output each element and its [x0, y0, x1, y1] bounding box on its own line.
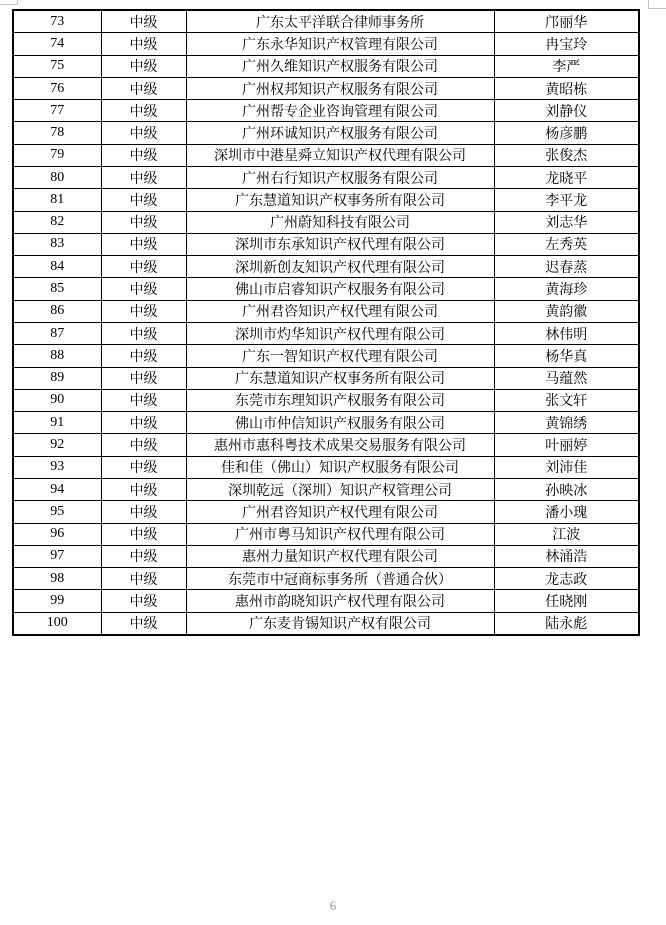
company-cell: 广东永华知识产权管理有限公司: [186, 33, 494, 55]
level-cell: 中级: [101, 568, 186, 590]
table-row: [13, 233, 639, 255]
table-row: [13, 612, 639, 635]
person-name-cell: 黄韵徽: [494, 300, 639, 322]
person-name-cell: 叶丽婷: [494, 434, 639, 456]
row-number-cell: 91: [13, 412, 101, 434]
table-row: [13, 10, 639, 33]
table-row: [13, 568, 639, 590]
records-table: [12, 9, 640, 636]
table-row: [13, 211, 639, 233]
table-row: [13, 77, 639, 99]
level-cell: 中级: [101, 278, 186, 300]
company-cell: 广州君咨知识产权代理有限公司: [186, 501, 494, 523]
row-number-cell: 85: [13, 278, 101, 300]
table-row: [13, 278, 639, 300]
level-cell: 中级: [101, 590, 186, 612]
company-cell: 广东一智知识产权代理有限公司: [186, 345, 494, 367]
person-name-cell: 刘志华: [494, 211, 639, 233]
person-name-cell: 张文轩: [494, 389, 639, 411]
table-row: [13, 256, 639, 278]
person-name-cell: 迟春蒸: [494, 256, 639, 278]
person-name-cell: 杨华真: [494, 345, 639, 367]
table-row: [13, 501, 639, 523]
person-name-cell: 潘小瑰: [494, 501, 639, 523]
company-cell: 广东麦肯锡知识产权有限公司: [186, 612, 494, 635]
company-cell: 广州右行知识产权服务有限公司: [186, 167, 494, 189]
level-cell: 中级: [101, 233, 186, 255]
row-number-cell: 100: [13, 612, 101, 635]
company-cell: 深圳新创友知识产权代理有限公司: [186, 256, 494, 278]
level-cell: 中级: [101, 412, 186, 434]
company-cell: 广东太平洋联合律师事务所: [186, 10, 494, 33]
person-name-cell: 黄锦绣: [494, 412, 639, 434]
table-row: [13, 144, 639, 166]
level-cell: 中级: [101, 77, 186, 99]
person-name-cell: 刘静仪: [494, 100, 639, 122]
person-name-cell: 任晓刚: [494, 590, 639, 612]
table-row: [13, 322, 639, 344]
company-cell: 广州蔚知科技有限公司: [186, 211, 494, 233]
company-cell: 东莞市中冠商标事务所（普通合伙）: [186, 568, 494, 590]
company-cell: 广州帮专企业咨询管理有限公司: [186, 100, 494, 122]
person-name-cell: 张俊杰: [494, 144, 639, 166]
person-name-cell: 林伟明: [494, 322, 639, 344]
level-cell: 中级: [101, 389, 186, 411]
table-row: [13, 412, 639, 434]
person-name-cell: 龙志政: [494, 568, 639, 590]
row-number-cell: 89: [13, 367, 101, 389]
person-name-cell: 杨彦鹏: [494, 122, 639, 144]
company-cell: 惠州力量知识产权代理有限公司: [186, 545, 494, 567]
table-row: [13, 189, 639, 211]
person-name-cell: 李严: [494, 55, 639, 77]
level-cell: 中级: [101, 322, 186, 344]
row-number-cell: 90: [13, 389, 101, 411]
level-cell: 中级: [101, 144, 186, 166]
row-number-cell: 88: [13, 345, 101, 367]
level-cell: 中级: [101, 55, 186, 77]
company-cell: 广东慧道知识产权事务所有限公司: [186, 189, 494, 211]
row-number-cell: 94: [13, 478, 101, 500]
page-corner-mark-top-right: [648, 0, 666, 9]
row-number-cell: 84: [13, 256, 101, 278]
level-cell: 中级: [101, 167, 186, 189]
level-cell: 中级: [101, 367, 186, 389]
level-cell: 中级: [101, 523, 186, 545]
table-row: [13, 33, 639, 55]
table-row: [13, 456, 639, 478]
table-row: [13, 367, 639, 389]
person-name-cell: 左秀英: [494, 233, 639, 255]
company-cell: 深圳市灼华知识产权代理有限公司: [186, 322, 494, 344]
level-cell: 中级: [101, 211, 186, 233]
person-name-cell: 陆永彪: [494, 612, 639, 635]
company-cell: 东莞市东理知识产权服务有限公司: [186, 389, 494, 411]
level-cell: 中级: [101, 122, 186, 144]
row-number-cell: 79: [13, 144, 101, 166]
person-name-cell: 邝丽华: [494, 10, 639, 33]
table-row: [13, 389, 639, 411]
row-number-cell: 92: [13, 434, 101, 456]
page-corner-mark-top-left: [0, 0, 18, 5]
company-cell: 广州环诚知识产权服务有限公司: [186, 122, 494, 144]
person-name-cell: 马蕴然: [494, 367, 639, 389]
table-row: [13, 590, 639, 612]
table-row: [13, 167, 639, 189]
company-cell: 深圳乾远（深圳）知识产权管理公司: [186, 478, 494, 500]
level-cell: 中级: [101, 33, 186, 55]
row-number-cell: 77: [13, 100, 101, 122]
level-cell: 中级: [101, 501, 186, 523]
row-number-cell: 81: [13, 189, 101, 211]
company-cell: 深圳市中港星舜立知识产权代理有限公司: [186, 144, 494, 166]
person-name-cell: 冉宝玲: [494, 33, 639, 55]
level-cell: 中级: [101, 10, 186, 33]
person-name-cell: 孙映冰: [494, 478, 639, 500]
company-cell: 广东慧道知识产权事务所有限公司: [186, 367, 494, 389]
company-cell: 广州权邦知识产权服务有限公司: [186, 77, 494, 99]
table-row: [13, 545, 639, 567]
row-number-cell: 86: [13, 300, 101, 322]
level-cell: 中级: [101, 345, 186, 367]
level-cell: 中级: [101, 612, 186, 635]
row-number-cell: 78: [13, 122, 101, 144]
level-cell: 中级: [101, 434, 186, 456]
row-number-cell: 97: [13, 545, 101, 567]
company-cell: 惠州市惠科粤技术成果交易服务有限公司: [186, 434, 494, 456]
table-body: [13, 10, 639, 635]
row-number-cell: 93: [13, 456, 101, 478]
table-row: [13, 523, 639, 545]
page-number: 6: [329, 898, 337, 913]
person-name-cell: 林涌浩: [494, 545, 639, 567]
company-cell: 佛山市仲信知识产权服务有限公司: [186, 412, 494, 434]
row-number-cell: 75: [13, 55, 101, 77]
table-row: [13, 55, 639, 77]
table-row: [13, 122, 639, 144]
person-name-cell: 黄海珍: [494, 278, 639, 300]
company-cell: 深圳市东承知识产权代理有限公司: [186, 233, 494, 255]
table-row: [13, 345, 639, 367]
level-cell: 中级: [101, 256, 186, 278]
row-number-cell: 87: [13, 322, 101, 344]
level-cell: 中级: [101, 456, 186, 478]
row-number-cell: 80: [13, 167, 101, 189]
person-name-cell: 江波: [494, 523, 639, 545]
table-row: [13, 434, 639, 456]
table-row: [13, 100, 639, 122]
person-name-cell: 黄昭栋: [494, 77, 639, 99]
person-name-cell: 李平龙: [494, 189, 639, 211]
table-row: [13, 478, 639, 500]
row-number-cell: 74: [13, 33, 101, 55]
row-number-cell: 95: [13, 501, 101, 523]
level-cell: 中级: [101, 300, 186, 322]
person-name-cell: 刘沛佳: [494, 456, 639, 478]
row-number-cell: 82: [13, 211, 101, 233]
company-cell: 广州久维知识产权服务有限公司: [186, 55, 494, 77]
company-cell: 佛山市启睿知识产权服务有限公司: [186, 278, 494, 300]
row-number-cell: 99: [13, 590, 101, 612]
row-number-cell: 96: [13, 523, 101, 545]
level-cell: 中级: [101, 545, 186, 567]
level-cell: 中级: [101, 189, 186, 211]
company-cell: 惠州市韵晓知识产权代理有限公司: [186, 590, 494, 612]
row-number-cell: 98: [13, 568, 101, 590]
level-cell: 中级: [101, 478, 186, 500]
person-name-cell: 龙晓平: [494, 167, 639, 189]
row-number-cell: 73: [13, 10, 101, 33]
company-cell: 佳和佳（佛山）知识产权服务有限公司: [186, 456, 494, 478]
level-cell: 中级: [101, 100, 186, 122]
row-number-cell: 83: [13, 233, 101, 255]
table-row: [13, 300, 639, 322]
company-cell: 广州市粤马知识产权代理有限公司: [186, 523, 494, 545]
company-cell: 广州君咨知识产权代理有限公司: [186, 300, 494, 322]
row-number-cell: 76: [13, 77, 101, 99]
